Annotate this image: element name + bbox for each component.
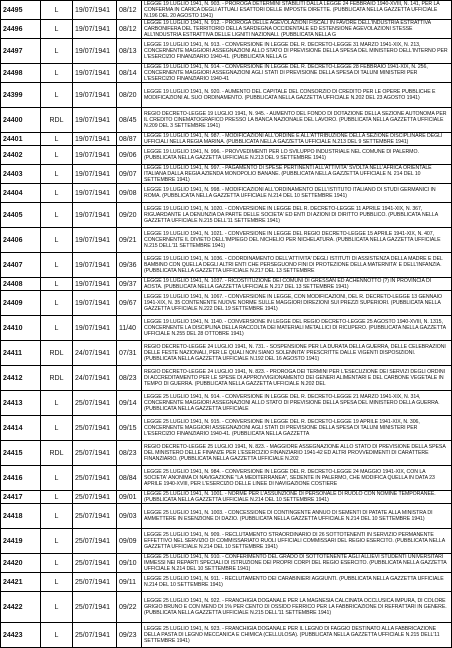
record-number: 24410 <box>1 316 41 341</box>
act-date: 25/07/1941 <box>73 573 117 592</box>
table-row <box>1 416 452 441</box>
page-reference: 09/14 <box>117 391 142 416</box>
page-reference: 09/03 <box>117 504 142 529</box>
record-number: 24402 <box>1 146 41 165</box>
act-type: L <box>41 203 73 228</box>
table-row <box>1 1 452 20</box>
table-row <box>1 20 452 39</box>
page-reference: 09/23 <box>117 623 142 648</box>
act-date: 19/07/1941 <box>73 146 117 165</box>
page-reference: 08/87 <box>117 133 142 146</box>
page-reference: 09/09 <box>117 529 142 554</box>
act-description: LEGGE 19 LUGLIO 1941, N. 1021. - CONVERSIONE IN LEGGE DEL REGIO DECRETO-LEGGE 15 APRILE 1941-XIX, N. 407, CONCERNENTE IL DIVIETO DELL'IMPIEGO DEL NICHELIO PER NICHELATURA. (PUBBLICATA NELLA GAZZETTA UFFICIALE N.215 DELL'11 SETTEMBRE 1941) <box>142 228 452 253</box>
act-description: LEGGE 19 LUGLIO 1941, N. 913. - CONVERSIONE IN LEGGE DEL R. DECRETO-LEGGE 31 MARZO 1941-XIX, N. 213, CONCERNENTE MAGGIORI ASSEGNAZIONI ALLO STATO DI PREVISIONE DELLA SPESA DEL MINISTERO DELL'INTERNO PER L'ESERCIZIO FINANZIARIO 1940-41. (PUBBLICATA NELLA G <box>142 39 452 64</box>
act-date: 19/07/1941 <box>73 1 117 20</box>
act-date: 24/07/1941 <box>73 366 117 391</box>
act-date: 19/07/1941 <box>73 184 117 203</box>
act-date: 19/07/1941 <box>73 228 117 253</box>
table-row <box>1 554 452 573</box>
act-description: LEGGE 19 LUGLIO 1941, N. 997. - PAGAMENTO DI SPESE PERTINENTI ALL'ATTIVITA' SVOLTA NELL'AFRICA ORIENTALE ITALIANA DALLA REGIA AZIENDA MONOPOLIO BANANE. (PUBBLICATA NELLA GAZZETTA UFFICIALE N. 214 DEL 10 SETTEMBRE 1941) <box>142 165 452 184</box>
record-number: 24408 <box>1 278 41 291</box>
act-type: L <box>41 165 73 184</box>
act-date: 25/07/1941 <box>73 491 117 504</box>
act-date: 24/07/1941 <box>73 341 117 366</box>
page-reference: 09/37 <box>117 278 142 291</box>
page-reference: 08/12 <box>117 1 142 20</box>
act-type: RDL <box>41 441 73 466</box>
act-description: LEGGE 25 LUGLIO 1941, N. 984. - CONVERSIONE IN LEGGE DEL R. DECRETO-LEGGE 24 MAGGIO 1941-XIX, CON LA SOCIETA' ANONIMA DI NAVIGAZIONE "LA MEDITERRANEA", SEDENTE IN PALERMO, CHE MODIFICA QUELLA IN DATA 23 APRILE 1940-XVIII, PER L'ESERCIZIO DELLE LINEE DI NAVIGAZIONE COSTIERE <box>142 466 452 491</box>
act-description: LEGGE 25 LUGLIO 1941, N. 923. - FRANCHIGIA DOGANALE PER IL LEGNO DI FAGGIO DESTINATO ALLA FABBRICAZIONE DELLA PASTA DI LEGNO MECCANICA E CHIMICA (CELLULOSA). (PUBBLICATA NELLA GAZZETTA UFFICIALE N.215 DELL'11 SETTEMBRE 1941) <box>142 623 452 648</box>
act-type: L <box>41 623 73 648</box>
table-row <box>1 623 452 648</box>
table-row <box>1 108 452 133</box>
act-description: LEGGE 19 LUGLIO 1941, N. 1067. - CONVERSIONE IN LEGGE, CON MODIFICAZIONI, DEL R. DECRETO-LEGGE 13 GENNAIO 1941-XIX, N. 35 CONTENENTE NUOVE NORME SULLE MAGGIORI DIREZIONI SUI PREZZI SUPERIORI. (PUBBLICATA NELLA GAZZETTA UFFICIALE N.222 DEL 19 SETTEMBRE 1941) <box>142 291 452 316</box>
record-number: 24416 <box>1 466 41 491</box>
act-type: L <box>41 291 73 316</box>
record-number: 24409 <box>1 291 41 316</box>
act-date: 19/07/1941 <box>73 253 117 278</box>
act-date: 19/07/1941 <box>73 20 117 39</box>
page-reference: 11/40 <box>117 316 142 341</box>
record-number: 24405 <box>1 203 41 228</box>
record-number: 24403 <box>1 165 41 184</box>
act-type: L <box>41 146 73 165</box>
table-row <box>1 83 452 108</box>
record-number: 24412 <box>1 366 41 391</box>
act-description: LEGGE 19 LUGLIO 1941, N. 998. - MODIFICAZIONI ALL'ORDINAMENTO DELL'ISTITUTO ITALIANO DI STUDI GERMANICI IN ROMA. (PUBBLICATA NELLA GAZZETTA UFFICIALE N.214 DEL 10 SETTEMBRE 1941) <box>142 184 452 203</box>
act-type: RDL <box>41 366 73 391</box>
act-type: L <box>41 253 73 278</box>
record-number: 24419 <box>1 529 41 554</box>
act-type: L <box>41 573 73 592</box>
act-date: 19/07/1941 <box>73 39 117 64</box>
act-description: LEGGE 19 LUGLIO 1941, N. 996. - PROVVEDIMENTI PER LO SVILUPPO INDUSTRIALE NEL COMUNE DI PALERMO. (PUBBLICATA NELLA GAZZETTA UFFICIALE N.213 DEL 9 SETTEMBRE 1941) <box>142 146 452 165</box>
page-reference: 08/23 <box>117 441 142 466</box>
act-type: L <box>41 529 73 554</box>
act-type: L <box>41 316 73 341</box>
table-row <box>1 39 452 64</box>
table-row <box>1 133 452 146</box>
record-number: 24421 <box>1 573 41 592</box>
page-reference: 08/23 <box>117 366 142 391</box>
act-date: 19/07/1941 <box>73 108 117 133</box>
act-type: L <box>41 20 73 39</box>
page-reference: 09/20 <box>117 203 142 228</box>
table-row <box>1 291 452 316</box>
page-reference: 09/11 <box>117 573 142 592</box>
act-date: 19/07/1941 <box>73 203 117 228</box>
record-number: 24495 <box>1 1 41 20</box>
act-type: L <box>41 554 73 573</box>
record-number: 24496 <box>1 20 41 39</box>
table-row <box>1 441 452 466</box>
act-date: 25/07/1941 <box>73 466 117 491</box>
act-description: LEGGE 19 LUGLIO 1941, N. 920. - AUMENTO DEL CAPITALE DEL CONSORZIO DI CREDITO PER LE OPERE PUBBLICHE E MODIFICAZIONI AL SUO ORDINAMENTO. (PUBBLICATA NELLA GAZZETTA UFFICIALE N.202 DEL 23 AGOSTO 1941) <box>142 83 452 108</box>
record-number: 24497 <box>1 39 41 64</box>
act-description: LEGGE 19 LUGLIO 1941, N. 903. - PROROGA DETERMINI STABILITI DALLA LEGGE 24 FEBBRAIO 1940-XVIII, N. 141, PER LA CONFERMA IN CARICA DEGLI ATTUALI ESATTORI DELLE IMPOSTE DIRETTE. (PUBBLICATA NELLA GAZZETTA UFFICIALE N.196 DEL 20 AGOSTO 1941) <box>142 1 452 20</box>
act-type: L <box>41 228 73 253</box>
act-date: 19/07/1941 <box>73 133 117 146</box>
page-reference: 09/07 <box>117 165 142 184</box>
act-date: 19/07/1941 <box>73 83 117 108</box>
act-date: 25/07/1941 <box>73 592 117 623</box>
act-description: LEGGE 25 LUGLIO 1941, N. 911. - RECLUTAMENTO DEI CARABINIERI AGGIUNTI. (PUBBLICATA NELLA GAZZETTA UFFICIALE N.214 DEL 10 SETTEMBRE 1941) <box>142 573 452 592</box>
page-reference: 08/13 <box>117 39 142 64</box>
act-date: 19/07/1941 <box>73 291 117 316</box>
page-reference: 09/01 <box>117 491 142 504</box>
act-type: L <box>41 83 73 108</box>
act-description: LEGGE 19 LUGLIO 1941, N. 914. - CONVERSIONE IN LEGGE DEL R. DECRETO-LEGGE 28 FEBBRAIO 1941-XIX, N. 256, CONCERNENTE MAGGIORI ASSEGNAZIONI AGLI STATI DI PREVISIONE DELLA SPESA DI TALUNI MINISTERI PER L'ESERCIZIO FINANZIARIO 1940-41 <box>142 64 452 83</box>
act-type: L <box>41 39 73 64</box>
act-type: L <box>41 133 73 146</box>
act-type: L <box>41 416 73 441</box>
page-reference: 08/20 <box>117 83 142 108</box>
act-description: LEGGE 25 LUGLIO 1941, N. 1003. - CONCESSIONE DI CONTINGENTE ANNUO DI SEMENTI DI PATATE ALLA MINISTRA DI AMMETTERE IN ESENZIONE DI DAZIO. (PUBBLICATA NELLA GAZZETTA UFFICIALE N.214 DEL 10 SETTEMBRE 1941) <box>142 504 452 529</box>
act-date: 19/07/1941 <box>73 316 117 341</box>
act-type: RDL <box>41 108 73 133</box>
record-number: 24414 <box>1 416 41 441</box>
table-row <box>1 253 452 278</box>
act-description: REGIO DECRETO-LEGGE 25 LUGLIO 1941, N. 823. - MAGGIORE ASSEGNAZIONE ALLO STATO DI PREVISIONE DELLA SPESA DEL MINISTERO DELLE FINANZE PER L'ESERCIZIO FINANZIARIO 1941-42 ED ALTRI PROVVEDIMENTI DI CARATTERE FINANZIARIO. (PUBBLICATA NELLA GAZZETTA UFFICIALE N.202 <box>142 441 452 466</box>
act-type: L <box>41 592 73 623</box>
table-row <box>1 203 452 228</box>
record-number: 24404 <box>1 184 41 203</box>
record-number: 24406 <box>1 228 41 253</box>
act-type: L <box>41 64 73 83</box>
act-description: LEGGE 19 LUGLIO 1941, N. 1020. - CONVERSIONE IN LEGGE DEL R. DECRETO-LEGGE 11 APRILE 1941-XIX, N. 367, RIGUARDANTE LA DENUNZIA DA PARTE DELLE SOCIETA' ED ENTI DI AZIONI DI DIRITTO PUBBLICO. (PUBBLICATA NELLA GAZZETTA UFFICIALE N.215 DELL'11 SETTEMBRE 1941) <box>142 203 452 228</box>
act-type: L <box>41 391 73 416</box>
page-reference: 08/84 <box>117 466 142 491</box>
record-number: 24399 <box>1 83 41 108</box>
record-number: 24422 <box>1 592 41 623</box>
act-type: L <box>41 466 73 491</box>
table-row <box>1 64 452 83</box>
record-number: 24415 <box>1 441 41 466</box>
record-number: 24411 <box>1 341 41 366</box>
act-description: LEGGE 19 LUGLIO 1941, N. 987. - MODIFICAZIONI ALL'ORDINE E ALL'ATTRIBUZIONE DELLA SEZIONE DISCIPLINARE DEGLI UFFICIALI NELLA REGIA MARINA. (PUBBLICATA NELLA GAZZETTA UFFICIALE N.213 DEL 9 SETTEMBRE 1941) <box>142 133 452 146</box>
page-reference: 09/67 <box>117 291 142 316</box>
page-reference: 08/14 <box>117 64 142 83</box>
table-row <box>1 366 452 391</box>
record-number: 24413 <box>1 391 41 416</box>
act-description: REGIO DECRETO-LEGGE 24 LUGLIO 1941, N. 731. - SOSPENSIONE PER LA DURATA DELLA GUERRA, DELLE CELEBRAZIONI DELLE FESTE NAZIONALI, PER LE QUALI NON SIANO SOLENNITA' PRESCRITTE DALLE VIGENTI DISPOSIZIONI. (PUBBLICATA NELLA GAZZETTA UFFICIALE N.192 DEL 16 AGOSTO 1941) <box>142 341 452 366</box>
act-description: LEGGE 25 LUGLIO 1941, N. 909. - RECLUTAMENTO STRAORDINARIO DI 26 SOTTOTENENTI IN SERVIZIO PERMANENTE EFFETTIVO NEL SERVIZIO DI COMMISSARIATO RUOLI UFFICIALI COMMISSARI DEL REGIO ESERCITO. (PUBBLICATA NELLA GAZZETTA UFFICIALE N.214 DEL 10 SETTEMBRE 1941) <box>142 529 452 554</box>
table-row <box>1 491 452 504</box>
record-number: 24498 <box>1 64 41 83</box>
act-type: L <box>41 1 73 20</box>
act-description: LEGGE 25 LUGLIO 1941, N. 915. - CONVERSIONE IN LEGGE DEL R. DECRETO-LEGGE 19 APRILE 1941-XIX, N. 306, CONCERNENTE MAGGIORI ASSEGNAZIONI AGLI STATI DI PREVISIONE DELLA SPESA DI TALUNI MINISTERI PER L'ESERCIZIO FINANZIARIO 1940-41. (PUBBLICATA NELLA GAZZETTA <box>142 416 452 441</box>
act-description: LEGGE 19 LUGLIO 1941, N. 1140. - CONVERSIONE IN LEGGE DEL REGIO DECRETO-LEGGE 25 AGOSTO 1940-XVIII, N. 1315, CONCERNENTE LA DISCIPLINA DELLA RACCOLTA DEI MATERIALI METALLICI DI RICUPERO. (PUBBLICATA NELLA GAZZETTA UFFICIALE N.255 DEL 28 OTTOBRE 1941) <box>142 316 452 341</box>
act-description: LEGGE 19 LUGLIO 1941, N. 912. - PROROGA DELLE AGEVOLAZIONI FISCALI IN FAVORE DELL'INDUSTRIA ESTRATTIVA CARBONIFERA DEL TERRITORIO DELLA SARDEGNA OCCIDENTALE ED ESTENSIONE AGEVOLAZIONI STESSE ALL'INDUSTRIA ESTRATTIVA DELLE LIGNITI NAZIONALI. (PUBBLICATA NELLA G <box>142 20 452 39</box>
page-reference: 08/12 <box>117 20 142 39</box>
table-row <box>1 228 452 253</box>
record-number: 24401 <box>1 133 41 146</box>
table-row <box>1 278 452 291</box>
act-date: 19/07/1941 <box>73 165 117 184</box>
table-row <box>1 184 452 203</box>
act-type: L <box>41 491 73 504</box>
table-row <box>1 146 452 165</box>
record-number: 24420 <box>1 554 41 573</box>
act-description: LEGGE 19 LUGLIO 1941, N. 1037. - RICOSTITUZIONE DEI COMUNI DI GRESSAN ED ACHENNOTTO (?) IN PROVINCIA DI AOSTA. (PUBBLICATA NELLA GAZZETTA UFFICIALE N.217 DEL 13 SETTEMBRE 1941) <box>142 278 452 291</box>
act-type: L <box>41 504 73 529</box>
record-number: 24418 <box>1 504 41 529</box>
page-reference: 09/22 <box>117 592 142 623</box>
table-row <box>1 165 452 184</box>
act-description: LEGGE 25 LUGLIO 1941, N. 910. - CONFERIMENTO DEL GRADO DI SOTTOTENENTE AGLI ALLIEVI STUDENTI UNIVERSITARI IMMESSI NEI REPARTI SPECIALI DI ISTRUZIONE DEI PROPRI CORPI DEL REGIO ESERCITO. (PUBBLICATA NELLA GAZZETTA UFFICIALE N.214 DEL 10 SETTEMBRE 1941) <box>142 554 452 573</box>
act-date: 25/07/1941 <box>73 504 117 529</box>
table-row <box>1 466 452 491</box>
act-type: RDL <box>41 341 73 366</box>
table-row <box>1 573 452 592</box>
act-description: REGIO DECRETO-LEGGE 24 LUGLIO 1941, N. 823. - PROROGA DEI TERMINI PER L'ESECUZIONE DEI SERVIZI DEGLI ORDINI DI ACCREDITAMENTO PER LE SPESE DI APPROVVIGIONAMENTO DEI GENERI ALIMENTARI E DEL CARBONE VEGETALE IN TEMPO DI GUERRA. (PUBBLICATA NELLA GAZZETTA UFFICIALE N.202 DEL <box>142 366 452 391</box>
act-date: 25/07/1941 <box>73 554 117 573</box>
table-row <box>1 592 452 623</box>
table-row <box>1 316 452 341</box>
act-type: L <box>41 184 73 203</box>
act-date: 25/07/1941 <box>73 416 117 441</box>
act-date: 25/07/1941 <box>73 441 117 466</box>
table-row <box>1 504 452 529</box>
act-description: LEGGE 25 LUGLIO 1941, N. 922. - FRANCHIGIA DOGANALE PER LA MAGNESIA CALCINATA OCCLUSICA IMPURA, DI COLORE GRIGIO BRUNO E CON MENO DI 1% PER CENTO DI OSSIDO FERRICO PER LA FABBRICAZIONE DI REFRATTARI IN GENERE. (PUBBLICATA NELLA GAZZETTA UFFICIALE N.215 DELL'11 SETTEMBRE 1941) <box>142 592 452 623</box>
table-row <box>1 391 452 416</box>
act-date: 25/07/1941 <box>73 623 117 648</box>
record-number: 24407 <box>1 253 41 278</box>
act-description: LEGGE 25 LUGLIO 1941, N. 1001. - NORME PER L'ASSUNZIONE DI PERSONALE DI RUOLO CON NOMINE TEMPORANEE. (PUBBLICATA NELLA GAZZETTA UFFICIALE N.214 DEL 10 SETTEMBRE 1941) <box>142 491 452 504</box>
record-number: 24400 <box>1 108 41 133</box>
table-row <box>1 529 452 554</box>
page-reference: 09/15 <box>117 416 142 441</box>
page-reference: 09/08 <box>117 184 142 203</box>
act-date: 25/07/1941 <box>73 391 117 416</box>
act-description: LEGGE 25 LUGLIO 1941, N. 914. - CONVERSIONE IN LEGGE DEL R. DECRETO-LEGGE 21 MARZO 1941-XIX, N. 314, CONCERNENTE MAGGIORI ASSEGNAZIONI ALLO STATO DI PREVISIONE DELLA SPESA DEL MINISTERO DELLA GUERRA. (PUBBLICATA NELLA GAZZETTA UFFICIALE <box>142 391 452 416</box>
laws-table-body <box>1 1 452 648</box>
page-reference: 09/10 <box>117 554 142 573</box>
act-description: LEGGE 19 LUGLIO 1941, N. 1036. - COORDINAMENTO DELL'ATTIVITA' DEGLI ISTITUTI DI ASSISTENZA DELLA MADRE E DEL BAMBINO CON QUELLA DEGLI ALTRI ENTI CHE PERSEGUONO FINI DI PROTEZIONE DELLA MATERNITA' E DELL'INFANZIA. (PUBBLICATA NELLA GAZZETTA UFFICIALE N.217 DEL 13 SETTEMBRE <box>142 253 452 278</box>
act-date: 25/07/1941 <box>73 529 117 554</box>
table-row <box>1 341 452 366</box>
page-reference: 08/45 <box>117 108 142 133</box>
record-number: 24423 <box>1 623 41 648</box>
page-reference: 09/21 <box>117 228 142 253</box>
page-reference: 09/36 <box>117 253 142 278</box>
page-reference: 07/31 <box>117 341 142 366</box>
act-description: REGIO DECRETO-LEGGE 19 LUGLIO 1941, N. 945. - AUMENTO DEL FONDO DI DOTAZIONE DELLA SEZIONE AUTONOMA PER IL CREDITO CINEMATOGRAFICO PRESSO LA BANCA NAZIONALE DEL LAVORO. (PUBBLICATA NELLA GAZZETTA UFFICIALE N.209 DEL 3 SETTEMBRE 1941) <box>142 108 452 133</box>
act-type: L <box>41 278 73 291</box>
act-date: 19/07/1941 <box>73 278 117 291</box>
act-date: 19/07/1941 <box>73 64 117 83</box>
page-reference: 09/06 <box>117 146 142 165</box>
record-number: 24417 <box>1 491 41 504</box>
